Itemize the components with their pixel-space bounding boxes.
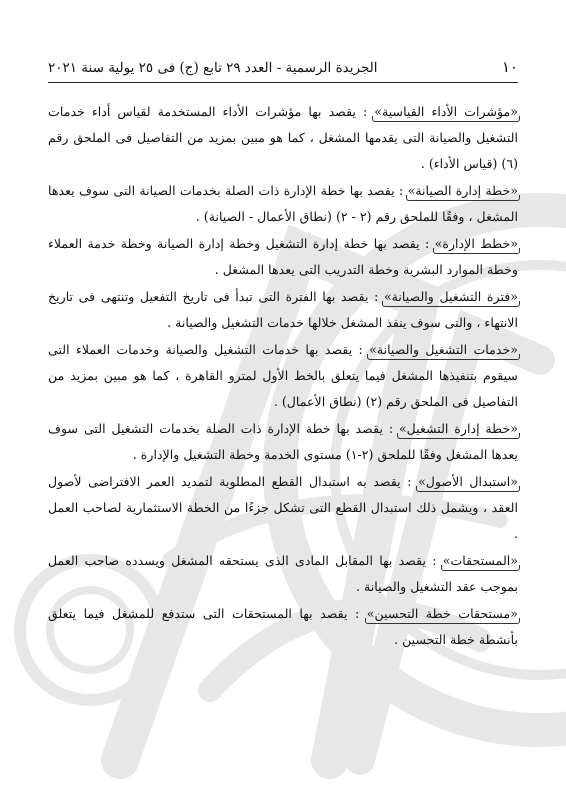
running-title: الجريدة الرسمية - العدد ٢٩ تابع (ج) فى ٢٥ يولية سنة ٢٠٢١	[48, 60, 378, 76]
definition-term: «المستحقات»	[442, 553, 518, 568]
definition-term: «خطة إدارة التشغيل»	[398, 421, 519, 436]
definition-term: «خدمات التشغيل والصيانة»	[369, 342, 518, 357]
definition-term: «استبدال الأصول»	[418, 474, 518, 489]
definition-term: «فترة التشغيل والصيانة»	[383, 289, 518, 304]
definition-text: : يقصد به استبدال القطع المطلوبة لتمديد العمر الافتراضى لأصول العقد ، ويشمل ذلك استبدال القطع التى تشكل جزءًا من الخطة الاستثمارية لصاحب العمل .	[48, 474, 518, 541]
definition-text: : يقصد بها خطة إدارة التشغيل وخطة إدارة الصيانة وخطة خدمة العملاء وخطة الموارد البشرية وخطة التدريب التى يعدها المشغل .	[48, 236, 518, 277]
definition-item	[48, 416, 518, 468]
document-page	[48, 58, 518, 654]
definition-text: : يقصد بها المقابل المادى الذى يستحقه المشغل ويسدده صاحب العمل بموجب عقد التشغيل والصيانة .	[48, 553, 518, 594]
definition-item	[48, 231, 518, 283]
definitions-list	[48, 99, 518, 653]
definition-text: : يقصد بها المستحقات التى ستدفع للمشغل فيما يتعلق بأنشطة خطة التحسين .	[48, 606, 518, 647]
definition-text: : يقصد بها الفترة التى تبدأ فى تاريخ التفعيل وتنتهى فى تاريخ الانتهاء ، والتى سوف ينفذ المشغل خلالها خدمات التشغيل والصيانة .	[48, 289, 518, 330]
definition-item	[48, 548, 518, 600]
definition-item	[48, 99, 518, 177]
definition-text: : يقصد بها مؤشرات الأداء المستخدمة لقياس أداء خدمات التشغيل والصيانة التى يقدمها المشغل ، كما هو مبين بمزيد من التفاصيل فى الملحق رقم (٦) (قياس الأداء) .	[48, 104, 518, 171]
definition-text: : يقصد بها خطة الإدارة ذات الصلة بخدمات التشغيل التى سوف يعدها المشغل وفقًا للملحق (٢-١) مستوى الخدمة وخطة التشغيل والإدارة .	[48, 421, 518, 462]
definition-item	[48, 284, 518, 336]
definition-text: : يقصد بها خطة الإدارة ذات الصلة بخدمات الصيانة التى سوف يعدها المشغل ، وفقًا للملحق رقم (٢ - ٢) (نطاق الأعمال - الصيانة) .	[48, 183, 518, 224]
definition-term: «مؤشرات الأداء القياسية»	[374, 104, 518, 119]
definition-item	[48, 178, 518, 230]
definition-item	[48, 469, 518, 547]
definition-item	[48, 337, 518, 415]
definition-term: «خطة إدارة الصيانة»	[407, 183, 518, 198]
definition-term: «مستحقات خطة التحسين»	[366, 606, 518, 621]
definition-term: «خطط الإدارة»	[434, 236, 519, 251]
page-header	[48, 58, 518, 83]
definition-item	[48, 601, 518, 653]
page-number: ١٠	[501, 58, 518, 76]
definition-text: : يقصد بها خدمات التشغيل والصيانة وخدمات العملاء التى سيقوم بتنفيذها المشغل فيما يتعلق بالخط الأول لمترو القاهرة ، كما هو مبين بمزيد من التفاصيل فى الملحق رقم (٢) (نطاق الأعمال) .	[48, 342, 518, 409]
